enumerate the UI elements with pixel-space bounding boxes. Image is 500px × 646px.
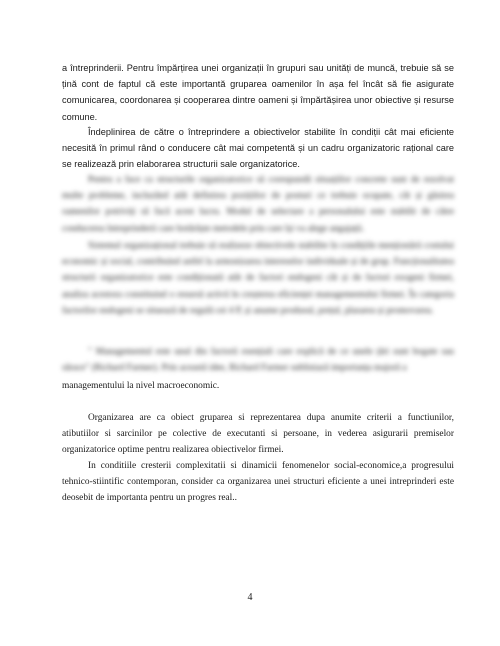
paragraph-1: a întreprinderii. Pentru împărțirea unei organizații în grupuri sau unități de muncă, trebuie să se țină cont de faptul că este importantă gruparea oamenilor în așa fel încât să fie asigurate comunicarea, coordonarea și cooperarea dintre oameni și împărtășirea unor obiective și resurse comune. [62,63,454,122]
paragraph-2: Îndeplinirea de către o întreprindere a obiectivelor stabilite în condiții cât mai eficiente necesită în primul rând o conducere cât mai competentă și un cadru organizatoric rațional care se realizează prin elaborarea structurii sale organizatorice. [62,127,454,170]
page-number: 4 [247,592,253,603]
paragraph-5-blurred: " Managementul este unul din factorii esențiali care explică de ce unele țări sunt bogate sau sărace" (Richard Farmer). Prin această idee, Richard Farmer subliniază importanța majoră a [62,347,454,374]
paragraph-4-blurred: Sistemul organizațional trebuie să realizeze obiectivele stabilite în condițiile menționării costului economic și social, contribuind astfel la armonizarea intereselor individuale și de grup. Funcționalitatea structurii organizatorice este condiționată atât de factori endogeni cât și de factori exogeni firmei, analiza acestora constituind o resursă activă în creșterea eficienței managementului firmei. În categoria factorilor endogeni se situează de regulă cei 4 P, și anume produsul, prețul, plasarea și promovarea. [62,241,454,316]
paragraph-6: Organizarea are ca obiect gruparea si reprezentarea dupa anumite criterii a functiunilor, atibutiilor si sarcinilor pe colective de executanti si persoane, in vederea asigurarii premiselor organizatorice optime pentru realizarea obiectivelor firmei. [62,413,454,456]
paragraph-7: In conditiile cresterii complexitatii si dinamicii fenomenelor social-economice,a progresului tehnico-stiintific contemporan, consider ca organizarea unei structuri eficiente a unei intreprinderi este deosebit de importanta pentru un progres real.. [62,461,454,504]
paragraph-5-tail: managementului la nivel macroeconomic. [62,381,220,391]
paragraph-3-blurred: Pentru a face ca structurile organizatorice să corespundă situațiilor concrete sunt de rezolvat multe probleme, incluzând atât definirea pozițiilor de posturi ce trebuie ocupate, cât și găsirea oamenilor potriviți să facă acest lucru. Modul de selectare a personalului este stabilit de către conducerea întreprinderii care hotărăște metodele prin care își va alege angajații. [62,175,454,234]
